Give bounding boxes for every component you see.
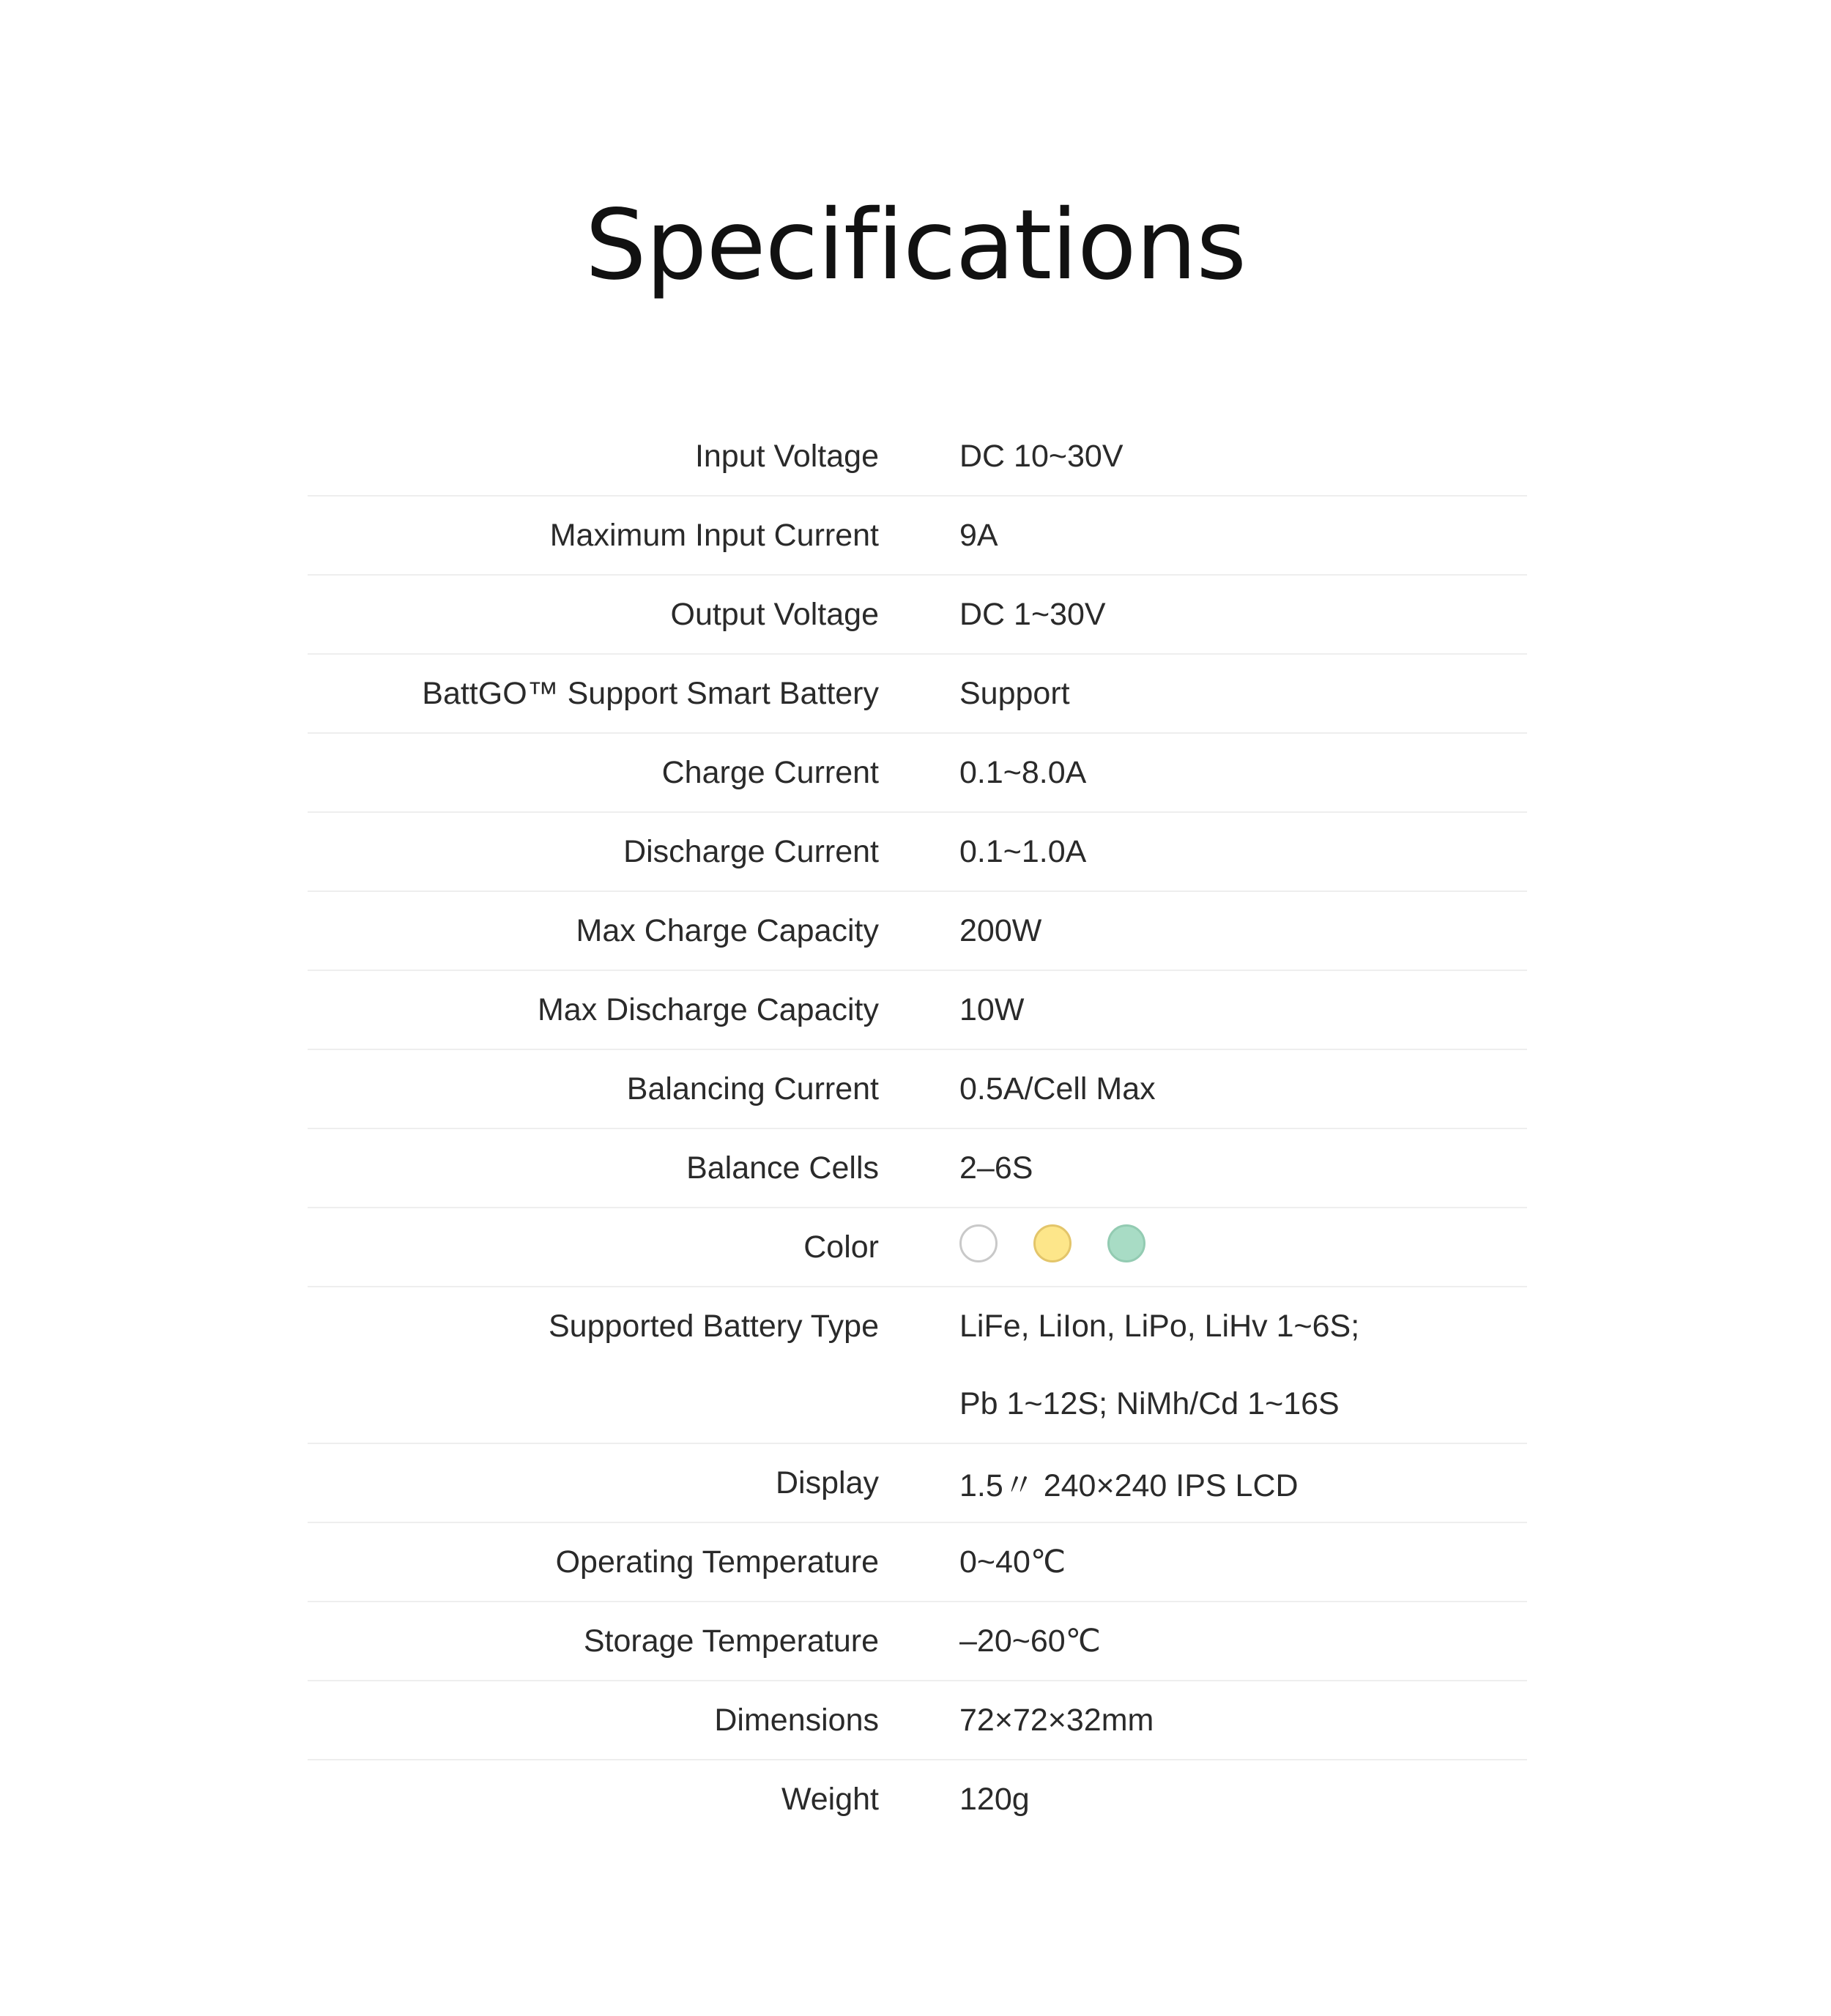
spec-value-continued: Pb 1~12S; NiMh/Cd 1~16S bbox=[959, 1385, 1340, 1421]
spec-label: BattGO™ Support Smart Battery bbox=[422, 675, 879, 711]
spec-value: LiFe, LiIon, LiPo, LiHv 1~6S; bbox=[959, 1308, 1360, 1344]
spec-value: 200W bbox=[959, 912, 1042, 948]
spec-label: Display bbox=[776, 1465, 879, 1500]
color-swatch-white bbox=[959, 1224, 998, 1262]
spec-label: Maximum Input Current bbox=[549, 517, 879, 553]
color-swatch-yellow bbox=[1033, 1224, 1072, 1262]
spec-row-color bbox=[308, 1208, 1527, 1287]
spec-label: Balancing Current bbox=[626, 1071, 879, 1106]
spec-table bbox=[308, 417, 1527, 1838]
spec-label: Input Voltage bbox=[694, 438, 879, 474]
spec-row-operating-temperature bbox=[308, 1523, 1527, 1602]
color-swatches bbox=[959, 1224, 1145, 1262]
spec-value: 10W bbox=[959, 992, 1025, 1027]
spec-label: Discharge Current bbox=[623, 833, 879, 869]
spec-label: Storage Temperature bbox=[583, 1623, 879, 1659]
spec-row-display bbox=[308, 1444, 1527, 1523]
spec-value: 0.5A/Cell Max bbox=[959, 1071, 1156, 1106]
spec-label: Charge Current bbox=[661, 754, 879, 790]
spec-row-balancing-current bbox=[308, 1050, 1527, 1129]
spec-row-output-voltage bbox=[308, 576, 1527, 655]
spec-value: 9A bbox=[959, 517, 998, 553]
spec-value: 120g bbox=[959, 1781, 1030, 1817]
spec-value: 0~40℃ bbox=[959, 1544, 1066, 1580]
spec-value: 0.1~1.0A bbox=[959, 833, 1087, 869]
spec-label: Color bbox=[803, 1229, 879, 1265]
page-title: Specifications bbox=[584, 189, 1247, 302]
spec-value: 0.1~8.0A bbox=[959, 754, 1087, 790]
spec-row-input-voltage bbox=[308, 417, 1527, 496]
spec-row-charge-current bbox=[308, 734, 1527, 813]
spec-value: 1.5〃 240×240 IPS LCD bbox=[959, 1468, 1299, 1503]
spec-value: Support bbox=[959, 675, 1070, 711]
spec-row-maximum-input-current bbox=[308, 496, 1527, 576]
color-swatch-mint bbox=[1107, 1224, 1145, 1262]
spec-label: Supported Battery Type bbox=[549, 1308, 879, 1344]
spec-row-dimensions bbox=[308, 1681, 1527, 1760]
spec-label: Dimensions bbox=[714, 1702, 879, 1738]
spec-label: Balance Cells bbox=[686, 1150, 879, 1186]
spec-label: Operating Temperature bbox=[555, 1544, 879, 1580]
spec-value: 2–6S bbox=[959, 1150, 1033, 1186]
spec-row-weight bbox=[308, 1760, 1527, 1838]
spec-row-max-discharge-capacity bbox=[308, 971, 1527, 1050]
spec-value: –20~60℃ bbox=[959, 1623, 1101, 1659]
spec-label: Output Voltage bbox=[670, 596, 879, 632]
spec-value: DC 1~30V bbox=[959, 596, 1106, 632]
spec-row-battgo-support bbox=[308, 655, 1527, 734]
spec-row-storage-temperature bbox=[308, 1602, 1527, 1681]
spec-value: DC 10~30V bbox=[959, 438, 1124, 474]
spec-label: Max Charge Capacity bbox=[576, 912, 879, 948]
spec-row-discharge-current bbox=[308, 813, 1527, 892]
spec-label: Max Discharge Capacity bbox=[537, 992, 879, 1027]
spec-row-supported-battery-type bbox=[308, 1287, 1527, 1444]
spec-label: Weight bbox=[781, 1781, 879, 1817]
spec-row-max-charge-capacity bbox=[308, 892, 1527, 971]
spec-value: 72×72×32mm bbox=[959, 1702, 1154, 1738]
spec-row-balance-cells bbox=[308, 1129, 1527, 1208]
